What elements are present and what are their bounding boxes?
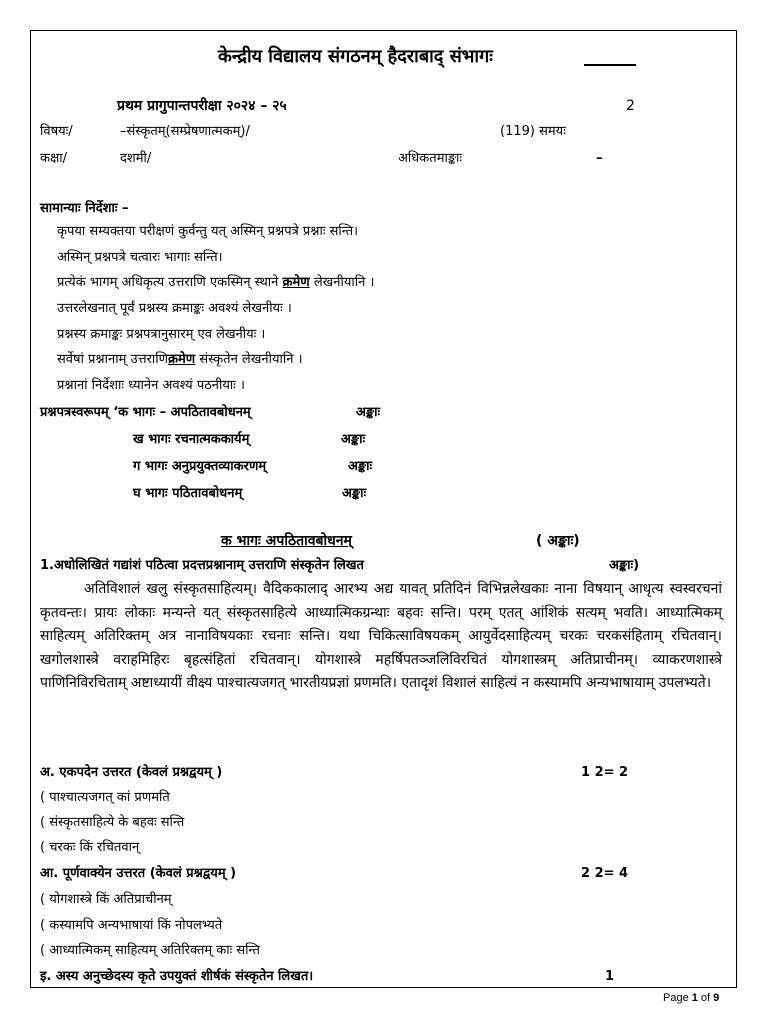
question-c-marks: 1 [605,969,615,984]
subject-value: –संस्कृतम्(सम्प्रेषणात्मकम्)/ [120,124,250,139]
max-marks-value: – [596,151,603,166]
instructions-heading: सामान्याः निर्देशाः – [40,201,129,216]
question-1: 1.अधोलिखितं गद्यांशं पठित्वा प्रदत्तप्रश्नानाम् उत्तराणि संस्कृतेन लिखत [40,558,364,573]
instruction-text: सर्वेषां प्रश्नानाम् उत्तराणि [57,352,169,367]
question-item: ( आध्यात्मिकम् साहित्यम् अतिरिक्तम् काः सन्ति [40,943,260,958]
structure-marks: अङ्काः [341,432,366,447]
page-of: of [697,992,714,1004]
structure-part-b: ख भागः रचनात्मककार्यम् [133,432,250,447]
question-item: ( चरकः किं रचितवान् [40,840,140,855]
subject-label: विषयः/ [40,124,73,139]
instruction-text: प्रत्येकं भागम् अधिकृत्य उत्तराणि एकस्मिन् स्थाने [57,275,283,290]
page-number [663,992,719,1004]
instruction-text: लेखनीयानि । [309,275,375,290]
section-a-heading: क भागः अपठितावबोधनम् [221,533,352,549]
school-title: केन्द्रीय विद्यालय संगठनम् हैदराबाद् संभागः [218,46,493,67]
question-1-marks: अङ्काः) [609,558,640,573]
class-label: कक्षा/ [40,151,68,166]
structure-part-a: प्रश्नपत्रस्वरूपम् ‘क भागः – अपठितावबोधनम् [40,405,251,420]
max-marks-label: अधिकतमाङ्काः [398,151,463,166]
question-item: ( संस्कृतसाहित्ये के बहवः सन्ति [40,815,185,830]
passage-text: अतिविशालं खलु संस्कृतसाहित्यम्। वैदिककालाद् आरभ्य अद्य यावत् प्रतिदिनं विभिन्नलेखकाः नाना विषयान् आधृत्य स्वस्वरचनां कृतवन्तः। प्रायः लोकाः मन्यन्ते यत् संस्कृतसाहित्ये आध्यात्मिकग्रन्थाः बहवः सन्ति। परम् एतत् आंशिकं सत्यम् भवति। आध्यात्मिकम् साहित्यम् अतिरिक्तम् अत्र नानाविषयकाः रचनाः सन्ति। यथा चिकित्साविषयकम् आयुर्वेदसाहित्यम् चरकः चरकसंहिताम् रचितवान्। खगोलशास्त्रे वराहमिहिरः बृहत्संहितां रचितवान्। योगशास्त्रे महर्षिपतञ्जलिविरचितं योगशास्त्रम् अतिप्राचीनम्। व्याकरणशास्त्रे पाणिनिविरचिताम् अष्टाध्यायीं वीक्ष्य पाश्चात्यजगत् भारतीयप्रज्ञां प्रणमति। एतादृशं विशालं साहित्यं न कस्यामपि अन्यभाषायाम् उपलभ्यते। [40,581,722,691]
question-item: ( पाश्चात्यजगत् कां प्रणमति [40,790,170,805]
question-item: ( कस्यामपि अन्यभाषायां किं नोपलभ्यते [40,918,223,933]
page-prefix: Page [663,992,692,1004]
instruction-line: प्रश्नानां निर्देशाः ध्यानेन अवश्यं पठनीयाः । [57,378,245,393]
subject-code-time: (119) समयः [500,124,566,139]
structure-marks: अङ्काः [356,405,381,420]
structure-marks: अङ्काः [342,486,367,501]
set-number: 2 [626,98,635,114]
structure-part-d: घ भागः पठितावबोधनम् [133,486,243,501]
structure-marks: अङ्काः [348,459,373,474]
page-total: 9 [713,992,720,1004]
section-a-marks: ( अङ्काः) [536,533,580,549]
question-b-marks: 2 2= 4 [581,866,629,881]
question-a-marks: 1 2= 2 [581,765,629,780]
question-c-heading: इ. अस्य अनुच्छेदस्य कृते उपयुक्तं शीर्षकं संस्कृतेन लिखत। [40,969,314,984]
instruction-line [57,352,303,368]
page-current: 1 [691,992,698,1004]
instruction-line: कृपया सम्यक्तया परीक्षणं कुर्वन्तु यत् अस्मिन् प्रश्नपत्रे प्रश्नाः सन्ति। [57,224,359,239]
class-value: दशमी/ [120,151,152,166]
emphasis-krame: क्रमेण [168,352,196,367]
instruction-line: प्रश्नस्य क्रमाङ्कः प्रश्नपत्रानुसारम् एव लेखनीयः । [57,327,266,342]
unseen-passage [40,578,722,696]
emphasis-krame: क्रमेण [282,275,310,290]
instruction-text: संस्कृतेन लेखनीयानि । [195,352,303,367]
blank-answer-line [584,64,636,66]
instruction-line: उत्तरलेखनात् पूर्वं प्रश्नस्य क्रमाङ्कः अवश्यं लेखनीयः । [57,301,292,316]
structure-part-c: ग भागः अनुप्रयुक्तव्याकरणम् [133,459,267,474]
instruction-line [57,275,374,291]
instruction-line: अस्मिन् प्रश्नपत्रे चत्वारः भागाः सन्ति। [57,250,223,265]
question-b-heading: आ. पूर्णवाक्येन उत्तरत (केवलं प्रश्नद्वयम् ) [40,866,237,881]
exam-title: प्रथम प्रागुपान्तपरीक्षा २०२४ – २५ [117,98,287,114]
question-item: ( योगशास्त्रे किं अतिप्राचीनम् [40,892,172,907]
question-a-heading: अ. एकपदेन उत्तरत (केवलं प्रश्नद्वयम् ) [40,765,223,780]
